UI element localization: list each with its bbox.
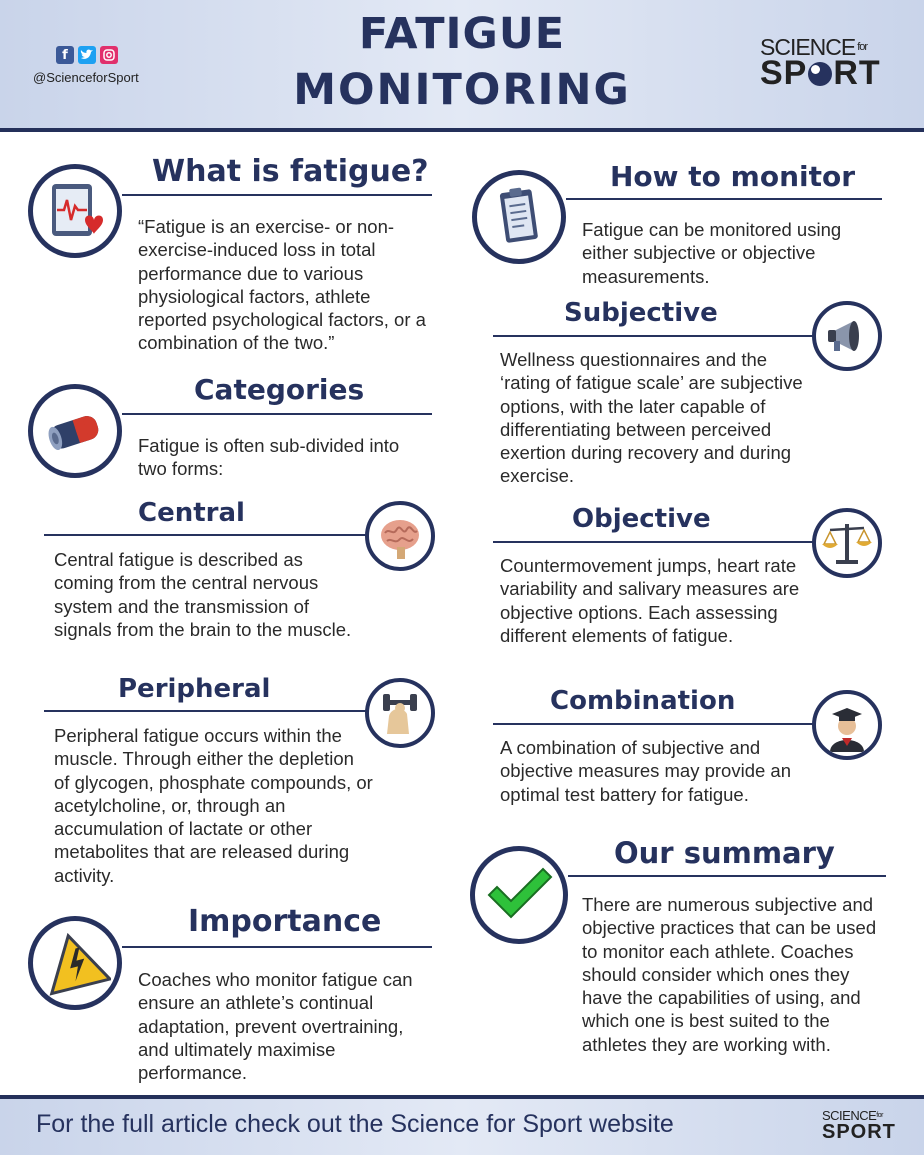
section-body-our-summary: There are numerous subjective and objective practices that can be used to monitor each athlete. Coaches should consider which ones they have the capabilities of using, and which one is best suited to the athletes they are working with. [582,894,877,1055]
section-rule [44,534,368,536]
footer-logo-for: for [876,1112,883,1119]
logo-dot-icon [808,62,832,86]
section-title-categories: Categories [194,373,365,406]
section-rule [44,710,368,712]
section-title-subjective: Subjective [564,298,718,328]
social-handle[interactable]: @ScienceforSport [33,70,139,85]
brand-logo[interactable] [760,34,890,92]
section-rule [122,413,432,415]
logo-sport-left: SP [760,54,808,92]
footer-link-text[interactable]: For the full article check out the Science for Sport website [36,1110,674,1138]
section-title-combination: Combination [550,686,736,716]
section-body-peripheral: Peripheral fatigue occurs within the muscle. Through either the depletion of glycogen, phosphate compounds, or acetylcholine, or, through an accumulation of lactate or other metabolites that are released during activity. [54,725,373,886]
section-body-what-is-fatigue: “Fatigue is an exercise- or non-exercise-induced loss in total performance due to various physiological factors, athlete reported psychological factors, or a combination of the two.” [138,216,426,354]
section-title-importance: Importance [188,904,382,939]
logo-science: SCIENCE [760,34,856,60]
section-body-how-to-monitor: Fatigue can be monitored using either subjective or objective measurements. [582,219,842,287]
section-body-central: Central fatigue is described as coming from the central nervous system and the transmission of signals from the brain to the muscle. [54,549,352,640]
section-body-objective: Countermovement jumps, heart rate variability and salivary measures are objective options. Each assessing different elements of fatigue. [500,555,800,646]
twitter-icon[interactable] [78,46,96,64]
section-title-objective: Objective [572,504,711,534]
section-title-how-to-monitor: How to monitor [610,160,856,193]
footer-brand-logo[interactable] [822,1110,902,1142]
warning-sign-icon [28,916,122,1010]
megaphone-icon [812,301,882,371]
section-title-our-summary: Our summary [614,836,835,870]
brain-icon [365,501,435,571]
footer-logo-science: SCIENCE [822,1108,877,1123]
section-rule [568,875,886,877]
facebook-icon[interactable]: f [56,46,74,64]
section-rule [493,541,813,543]
checkmark-icon [470,846,568,944]
section-rule [493,723,813,725]
clipboard-icon [472,170,566,264]
section-body-combination: A combination of subjective and objective measures may provide an optimal test battery for fatigue. [500,737,792,805]
social-icons [56,46,118,64]
instagram-icon[interactable] [100,46,118,64]
graduate-icon [812,690,882,760]
page-title [200,6,724,118]
scales-icon [812,508,882,578]
logo-sport-right: RT [833,54,881,92]
section-title-what-is-fatigue: What is fatigue? [152,154,429,189]
title-line-1: FATIGUE [358,9,566,59]
header-divider [0,128,924,132]
section-title-peripheral: Peripheral [118,674,271,704]
section-body-categories: Fatigue is often sub-divided into two forms: [138,435,400,480]
battery-icon [28,384,122,478]
section-body-importance: Coaches who monitor fatigue can ensure an athlete’s continual adaptation, prevent overtraining, and ultimately maximise performance. [138,969,413,1084]
title-line-2: MONITORING [293,65,631,115]
section-rule [122,946,432,948]
section-title-central: Central [138,498,245,528]
section-body-subjective: Wellness questionnaires and the ‘rating of fatigue scale’ are subjective options, with the later capable of differentiating between perceived exertion during recovery and during exercise. [500,349,803,487]
heart-monitor-icon [28,164,122,258]
logo-for: for [857,41,868,53]
section-rule [566,198,882,200]
section-rule [493,335,813,337]
footer-logo-sport: SPORT [822,1121,896,1143]
section-rule [122,194,432,196]
dumbbell-arm-icon [365,678,435,748]
